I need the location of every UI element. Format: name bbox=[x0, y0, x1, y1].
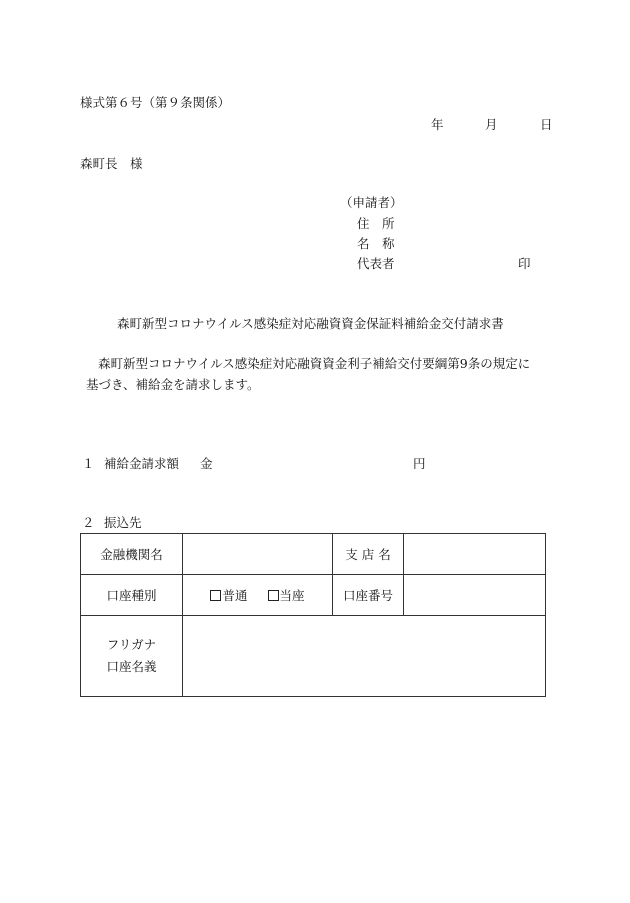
option-current[interactable] bbox=[268, 586, 305, 604]
furigana-label: フリガナ bbox=[106, 637, 157, 652]
option-ordinary-label: 普通 bbox=[222, 588, 248, 603]
addressee: 森町長 様 bbox=[80, 156, 143, 171]
account-holder-field[interactable] bbox=[183, 616, 546, 697]
bank-account-table bbox=[80, 533, 546, 697]
item-1-label: 補給金請求額 bbox=[104, 456, 180, 471]
item-1-amount-unit: 円 bbox=[413, 456, 426, 471]
item-2-number: ２ bbox=[82, 515, 95, 530]
document-title: 森町新型コロナウイルス感染症対応融資資金保証料補給金交付請求書 bbox=[117, 316, 504, 331]
account-holder-label: 口座名義 bbox=[106, 659, 157, 674]
bank-name-label: 金融機関名 bbox=[81, 534, 183, 575]
branch-name-label: 支 店 名 bbox=[333, 534, 404, 575]
date-day-label: 日 bbox=[540, 117, 553, 132]
applicant-address-label: 住 所 bbox=[357, 216, 395, 231]
item-1-amount-prefix: 金 bbox=[200, 456, 213, 471]
checkbox-ordinary[interactable] bbox=[210, 590, 221, 601]
checkbox-current[interactable] bbox=[268, 590, 279, 601]
bank-name-field[interactable] bbox=[183, 534, 333, 575]
table-row bbox=[81, 616, 546, 697]
form-number: 様式第６号（第９条関係） bbox=[80, 95, 231, 110]
date-year-label: 年 bbox=[431, 117, 444, 132]
applicant-heading: （申請者） bbox=[340, 195, 403, 210]
account-type-label: 口座種別 bbox=[81, 575, 183, 616]
table-row bbox=[81, 534, 546, 575]
body-text-line-1: 森町新型コロナウイルス感染症対応融資資金利子補給交付要綱第9条の規定に bbox=[98, 356, 531, 371]
option-current-label: 当座 bbox=[279, 588, 305, 603]
applicant-name-label: 名 称 bbox=[357, 236, 395, 251]
account-number-field[interactable] bbox=[404, 575, 546, 616]
account-holder-label-cell bbox=[81, 616, 183, 697]
account-number-label: 口座番号 bbox=[333, 575, 404, 616]
applicant-representative-label: 代表者 bbox=[357, 256, 395, 271]
table-row bbox=[81, 575, 546, 616]
option-ordinary[interactable] bbox=[210, 586, 247, 604]
applicant-seal-mark: 印 bbox=[518, 256, 531, 271]
item-2-label: 振込先 bbox=[104, 515, 142, 530]
date-month-label: 月 bbox=[485, 117, 498, 132]
branch-name-field[interactable] bbox=[404, 534, 546, 575]
account-type-options bbox=[183, 575, 333, 616]
body-text-line-2: 基づき、補給金を請求します。 bbox=[86, 377, 260, 392]
item-1-number: １ bbox=[82, 456, 95, 471]
